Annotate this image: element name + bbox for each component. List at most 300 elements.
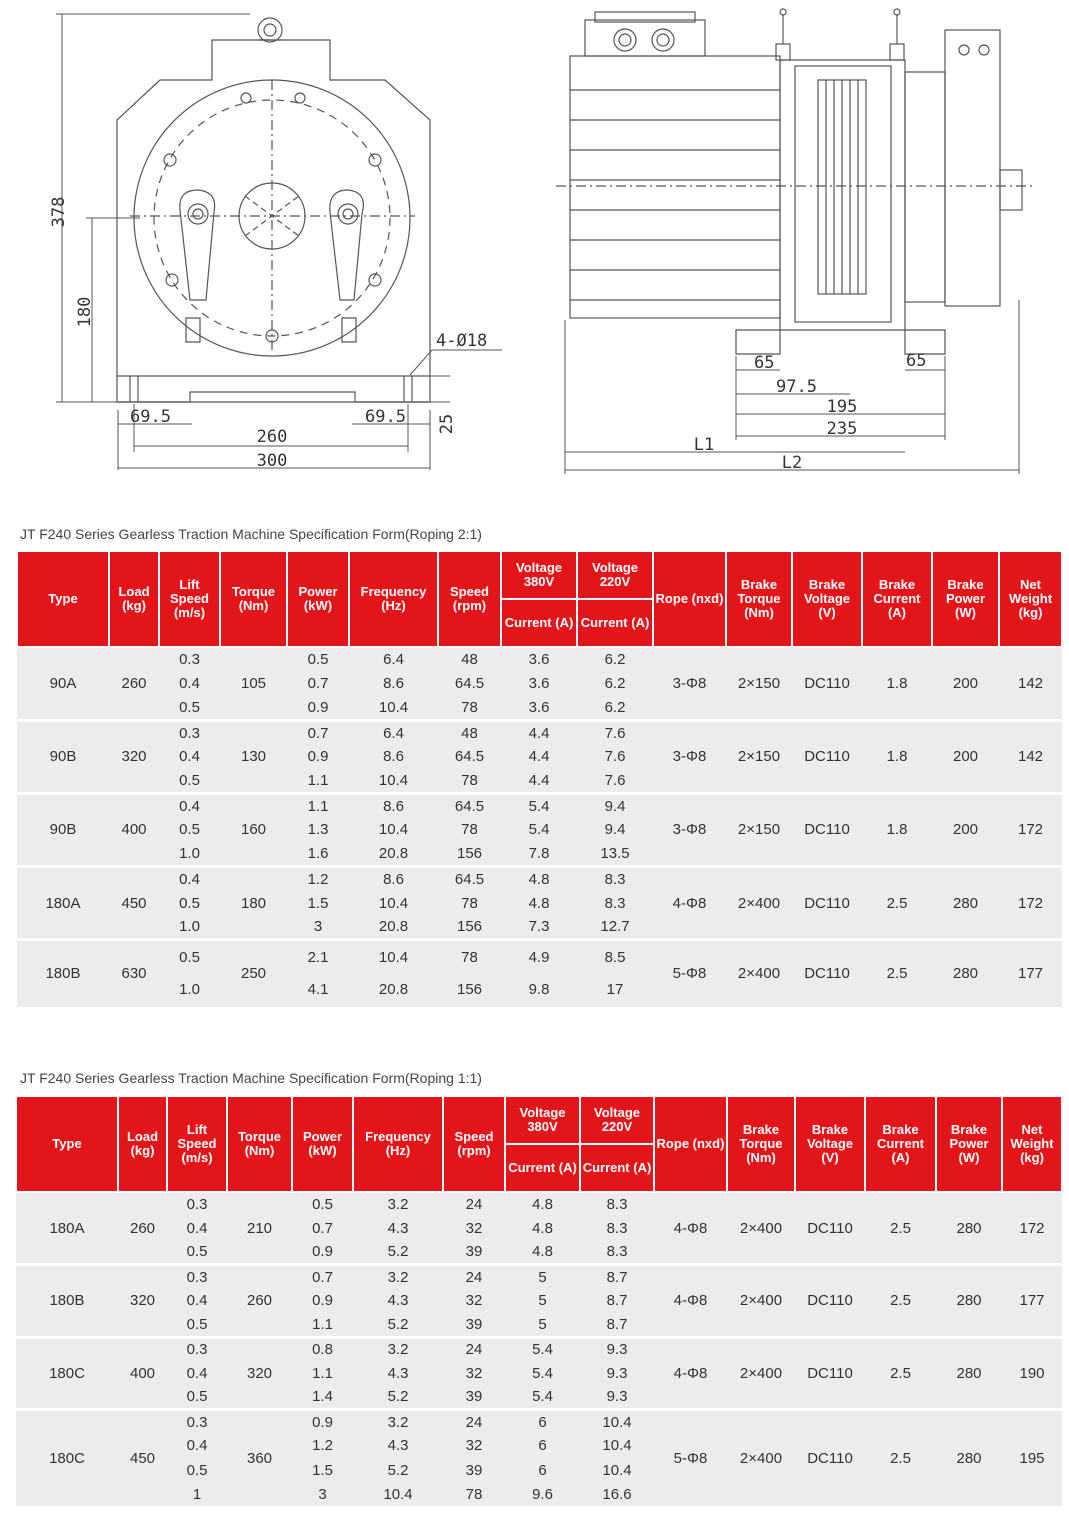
cell-brake-torque: 2×400: [727, 1410, 795, 1507]
cell-power: 0.7: [287, 720, 349, 744]
cell-current-380: 5: [505, 1289, 580, 1313]
header-speed: Speed (rpm): [438, 551, 501, 647]
cell-brake-current: 1.8: [862, 793, 932, 866]
header-load: Load (kg): [109, 551, 159, 647]
cell-torque: 210: [227, 1192, 292, 1265]
cell-speed: 78: [443, 1482, 505, 1506]
cell-current-380: 4.8: [505, 1216, 580, 1240]
cell-current-380: 9.6: [505, 1482, 580, 1506]
cell-lift-speed: 0.5: [167, 1386, 227, 1410]
cell-current-380: 5.4: [505, 1361, 580, 1385]
cell-lift-speed: 0.3: [159, 720, 220, 744]
cell-power: 1.2: [287, 867, 349, 891]
cell-speed: 78: [438, 769, 501, 793]
cell-speed: 39: [443, 1386, 505, 1410]
cell-speed: 48: [438, 647, 501, 671]
cell-type: 90A: [17, 647, 109, 720]
cell-lift-speed: 1.0: [159, 915, 220, 939]
cell-brake-current: 2.5: [865, 1192, 936, 1265]
cell-type: 180B: [16, 1265, 118, 1338]
cell-brake-voltage: DC110: [795, 1265, 865, 1338]
cell-brake-current: 2.5: [862, 940, 932, 1007]
cell-load: 630: [109, 940, 159, 1007]
cell-speed: 64.5: [438, 671, 501, 695]
cell-brake-voltage: DC110: [792, 647, 862, 720]
cell-power: 0.5: [287, 647, 349, 671]
cell-current-220: 8.3: [577, 891, 653, 915]
cell-power: 0.7: [292, 1216, 353, 1240]
cell-current-380: 4.8: [505, 1240, 580, 1264]
cell-brake-current: 1.8: [862, 720, 932, 793]
header-current-220: Current (A): [577, 599, 653, 647]
header-voltage-220: Voltage 220V: [580, 1096, 654, 1144]
cell-current-220: 8.3: [580, 1216, 654, 1240]
table2-caption: JT F240 Series Gearless Traction Machine Specification Form(Roping 1:1): [20, 1070, 482, 1086]
header-net-weight: Net Weight (kg): [1002, 1096, 1062, 1192]
cell-lift-speed: 0.4: [159, 745, 220, 769]
dim-hole-span: 260: [256, 427, 288, 447]
cell-frequency: 8.6: [349, 867, 438, 891]
cell-frequency: 6.4: [349, 720, 438, 744]
cell-rope: 3-Φ8: [653, 793, 726, 866]
cell-load: 260: [118, 1192, 167, 1265]
cell-current-380: 4.9: [501, 940, 577, 974]
cell-lift-speed: 1.0: [159, 973, 220, 1007]
cell-frequency: 4.3: [353, 1361, 443, 1385]
header-power: Power (kW): [292, 1096, 353, 1192]
cell-speed: 64.5: [438, 745, 501, 769]
cell-power: 3: [287, 915, 349, 939]
cell-current-220: 10.4: [580, 1458, 654, 1482]
cell-speed: 78: [438, 940, 501, 974]
cell-brake-torque: 2×400: [726, 940, 792, 1007]
cell-rope: 5-Φ8: [654, 1410, 727, 1507]
cell-torque: 250: [220, 940, 287, 1007]
cell-current-220: 8.3: [577, 867, 653, 891]
cell-current-220: 7.6: [577, 769, 653, 793]
cell-brake-power: 200: [932, 720, 999, 793]
header-current-220: Current (A): [580, 1144, 654, 1192]
table-row: [17, 867, 1062, 891]
cell-frequency: 4.3: [353, 1216, 443, 1240]
table-row: [16, 1337, 1062, 1361]
cell-rope: 5-Φ8: [653, 940, 726, 1007]
dim-L2: L2: [781, 453, 803, 473]
cell-frequency: 20.8: [349, 842, 438, 866]
cell-frequency: 20.8: [349, 973, 438, 1007]
dim-97: 97.5: [776, 377, 817, 397]
cell-lift-speed: 0.3: [167, 1265, 227, 1289]
dim-right-offset: 69.5: [365, 407, 406, 427]
cell-current-220: 10.4: [580, 1434, 654, 1458]
cell-power: 1.4: [292, 1386, 353, 1410]
cell-current-220: 6.2: [577, 647, 653, 671]
cell-current-380: 4.8: [501, 867, 577, 891]
cell-frequency: 5.2: [353, 1240, 443, 1264]
cell-frequency: 10.4: [353, 1482, 443, 1506]
dim-foot-right: 65: [906, 351, 927, 371]
header-brake-power: Brake Power (W): [932, 551, 999, 647]
cell-current-220: 9.4: [577, 793, 653, 817]
cell-current-380: 5: [505, 1313, 580, 1337]
cell-frequency: 8.6: [349, 671, 438, 695]
cell-current-380: 5.4: [505, 1386, 580, 1410]
cell-brake-power: 200: [932, 793, 999, 866]
technical-drawing: [0, 0, 1069, 490]
cell-speed: 24: [443, 1192, 505, 1216]
cell-current-220: 7.6: [577, 720, 653, 744]
cell-frequency: 8.6: [349, 793, 438, 817]
cell-lift-speed: 0.5: [159, 891, 220, 915]
header-lift-speed: Lift Speed (m/s): [167, 1096, 227, 1192]
cell-lift-speed: 0.3: [167, 1410, 227, 1434]
cell-load: 450: [109, 867, 159, 940]
cell-rope: 3-Φ8: [653, 720, 726, 793]
cell-type: 180A: [16, 1192, 118, 1265]
dim-left-offset: 69.5: [130, 407, 171, 427]
header-current-380: Current (A): [505, 1144, 580, 1192]
cell-brake-voltage: DC110: [795, 1410, 865, 1507]
cell-torque: 180: [220, 867, 287, 940]
cell-torque: 160: [220, 793, 287, 866]
cell-frequency: 5.2: [353, 1313, 443, 1337]
cell-lift-speed: 0.5: [159, 940, 220, 974]
cell-torque: 260: [227, 1265, 292, 1338]
cell-current-220: 8.5: [577, 940, 653, 974]
cell-current-220: 8.3: [580, 1192, 654, 1216]
header-brake-power: Brake Power (W): [936, 1096, 1002, 1192]
cell-power: 1.1: [287, 769, 349, 793]
header-brake-torque: Brake Torque (Nm): [727, 1096, 795, 1192]
cell-frequency: 10.4: [349, 696, 438, 720]
cell-current-220: 17: [577, 973, 653, 1007]
cell-current-380: 5.4: [505, 1337, 580, 1361]
cell-frequency: 10.4: [349, 818, 438, 842]
cell-speed: 39: [443, 1313, 505, 1337]
cell-type: 180C: [16, 1337, 118, 1410]
cell-current-220: 9.3: [580, 1386, 654, 1410]
cell-current-380: 5.4: [501, 818, 577, 842]
cell-brake-current: 2.5: [862, 867, 932, 940]
cell-power: 1.5: [287, 891, 349, 915]
cell-net-weight: 177: [1002, 1265, 1062, 1338]
cell-frequency: 5.2: [353, 1458, 443, 1482]
drawing-svg: [0, 0, 1069, 490]
cell-current-380: 6: [505, 1458, 580, 1482]
cell-lift-speed: 0.3: [159, 647, 220, 671]
cell-current-380: 5: [505, 1265, 580, 1289]
cell-speed: 64.5: [438, 793, 501, 817]
table-row: [17, 647, 1062, 671]
cell-frequency: 5.2: [353, 1386, 443, 1410]
cell-current-220: 9.4: [577, 818, 653, 842]
cell-net-weight: 172: [999, 867, 1062, 940]
header-current-380: Current (A): [501, 599, 577, 647]
cell-lift-speed: 0.4: [167, 1216, 227, 1240]
table-row: [17, 793, 1062, 817]
dim-base-height: 25: [437, 413, 457, 435]
cell-brake-power: 280: [936, 1337, 1002, 1410]
cell-brake-torque: 2×150: [726, 647, 792, 720]
cell-current-380: 4.4: [501, 745, 577, 769]
table1-body: [17, 647, 1062, 1007]
cell-lift-speed: 0.5: [167, 1240, 227, 1264]
cell-brake-power: 280: [936, 1192, 1002, 1265]
cell-brake-torque: 2×400: [727, 1265, 795, 1338]
cell-lift-speed: 0.3: [167, 1337, 227, 1361]
dim-width: 300: [256, 451, 288, 471]
cell-current-220: 8.7: [580, 1265, 654, 1289]
cell-lift-speed: 0.4: [167, 1289, 227, 1313]
cell-speed: 78: [438, 818, 501, 842]
cell-speed: 64.5: [438, 867, 501, 891]
cell-power: 1.5: [292, 1458, 353, 1482]
cell-brake-current: 2.5: [865, 1410, 936, 1507]
cell-brake-torque: 2×400: [726, 867, 792, 940]
cell-torque: 360: [227, 1410, 292, 1507]
header-lift-speed: Lift Speed (m/s): [159, 551, 220, 647]
cell-type: 90B: [17, 793, 109, 866]
cell-brake-power: 280: [936, 1410, 1002, 1507]
cell-net-weight: 172: [1002, 1192, 1062, 1265]
cell-lift-speed: 0.4: [167, 1434, 227, 1458]
cell-type: 180B: [17, 940, 109, 1007]
cell-power: 0.7: [287, 671, 349, 695]
cell-current-380: 6: [505, 1410, 580, 1434]
cell-brake-voltage: DC110: [792, 720, 862, 793]
cell-lift-speed: 0.3: [167, 1192, 227, 1216]
cell-power: 2.1: [287, 940, 349, 974]
dim-L1: L1: [693, 435, 715, 455]
cell-speed: 156: [438, 915, 501, 939]
header-frequency: Frequency (Hz): [353, 1096, 443, 1192]
header-voltage-380: Voltage 380V: [501, 551, 577, 599]
cell-speed: 156: [438, 973, 501, 1007]
header-net-weight: Net Weight (kg): [999, 551, 1062, 647]
cell-speed: 156: [438, 842, 501, 866]
cell-frequency: 3.2: [353, 1265, 443, 1289]
cell-current-380: 3.6: [501, 671, 577, 695]
cell-power: 0.9: [292, 1410, 353, 1434]
cell-load: 400: [118, 1337, 167, 1410]
cell-speed: 24: [443, 1337, 505, 1361]
cell-frequency: 4.3: [353, 1289, 443, 1313]
header-rope: Rope (nxd): [654, 1096, 727, 1192]
cell-current-220: 13.5: [577, 842, 653, 866]
cell-current-380: 4.8: [505, 1192, 580, 1216]
cell-torque: 320: [227, 1337, 292, 1410]
cell-brake-power: 200: [932, 647, 999, 720]
cell-current-380: 7.3: [501, 915, 577, 939]
cell-speed: 78: [438, 891, 501, 915]
cell-current-220: 10.4: [580, 1410, 654, 1434]
header-voltage-380: Voltage 380V: [505, 1096, 580, 1144]
spec-table-roping-2-1: [16, 550, 1063, 1007]
cell-torque: 130: [220, 720, 287, 793]
cell-rope: 3-Φ8: [653, 647, 726, 720]
cell-lift-speed: 0.5: [159, 696, 220, 720]
cell-speed: 78: [438, 696, 501, 720]
dim-195: 195: [826, 397, 858, 417]
cell-frequency: 3.2: [353, 1192, 443, 1216]
header-load: Load (kg): [118, 1096, 167, 1192]
header-rope: Rope (nxd): [653, 551, 726, 647]
cell-brake-current: 1.8: [862, 647, 932, 720]
header-torque: Torque (Nm): [220, 551, 287, 647]
cell-current-220: 9.3: [580, 1337, 654, 1361]
cell-power: 1.1: [292, 1361, 353, 1385]
cell-lift-speed: 0.5: [167, 1458, 227, 1482]
cell-lift-speed: 0.4: [159, 867, 220, 891]
side-view: [556, 9, 1036, 474]
cell-current-380: 3.6: [501, 647, 577, 671]
cell-current-380: 4.4: [501, 720, 577, 744]
cell-lift-speed: 1.0: [159, 842, 220, 866]
cell-speed: 24: [443, 1265, 505, 1289]
cell-power: 0.9: [292, 1240, 353, 1264]
cell-power: 0.8: [292, 1337, 353, 1361]
header-frequency: Frequency (Hz): [349, 551, 438, 647]
cell-speed: 24: [443, 1410, 505, 1434]
cell-brake-voltage: DC110: [792, 867, 862, 940]
cell-lift-speed: 0.5: [167, 1313, 227, 1337]
cell-current-380: 7.8: [501, 842, 577, 866]
cell-type: 180C: [16, 1410, 118, 1507]
cell-lift-speed: 1: [167, 1482, 227, 1506]
header-voltage-220: Voltage 220V: [577, 551, 653, 599]
cell-power: 1.2: [292, 1434, 353, 1458]
cell-brake-torque: 2×400: [727, 1192, 795, 1265]
cell-brake-voltage: DC110: [795, 1192, 865, 1265]
table-row: [16, 1410, 1062, 1434]
cell-current-380: 3.6: [501, 696, 577, 720]
header-speed: Speed (rpm): [443, 1096, 505, 1192]
cell-current-220: 9.3: [580, 1361, 654, 1385]
cell-load: 400: [109, 793, 159, 866]
cell-power: 0.9: [287, 745, 349, 769]
cell-current-220: 16.6: [580, 1482, 654, 1506]
cell-brake-power: 280: [936, 1265, 1002, 1338]
cell-load: 320: [118, 1265, 167, 1338]
front-view: [56, 14, 502, 470]
cell-speed: 32: [443, 1289, 505, 1313]
header-type: Type: [17, 551, 109, 647]
cell-rope: 4-Φ8: [654, 1337, 727, 1410]
cell-type: 90B: [17, 720, 109, 793]
cell-power: 3: [292, 1482, 353, 1506]
cell-torque: 105: [220, 647, 287, 720]
cell-net-weight: 142: [999, 720, 1062, 793]
cell-net-weight: 190: [1002, 1337, 1062, 1410]
cell-net-weight: 142: [999, 647, 1062, 720]
header-type: Type: [16, 1096, 118, 1192]
cell-current-380: 5.4: [501, 793, 577, 817]
cell-power: 4.1: [287, 973, 349, 1007]
cell-current-220: 12.7: [577, 915, 653, 939]
cell-current-380: 9.8: [501, 973, 577, 1007]
header-brake-current: Brake Current (A): [862, 551, 932, 647]
cell-brake-voltage: DC110: [795, 1337, 865, 1410]
cell-current-220: 8.7: [580, 1313, 654, 1337]
header-brake-voltage: Brake Voltage (V): [795, 1096, 865, 1192]
cell-power: 0.5: [292, 1192, 353, 1216]
cell-current-220: 6.2: [577, 671, 653, 695]
header-brake-current: Brake Current (A): [865, 1096, 936, 1192]
cell-power: 1.1: [287, 793, 349, 817]
cell-load: 320: [109, 720, 159, 793]
cell-lift-speed: 0.4: [167, 1361, 227, 1385]
cell-frequency: 10.4: [349, 940, 438, 974]
cell-brake-voltage: DC110: [792, 940, 862, 1007]
cell-lift-speed: 0.4: [159, 793, 220, 817]
cell-frequency: 10.4: [349, 891, 438, 915]
header-brake-voltage: Brake Voltage (V): [792, 551, 862, 647]
cell-brake-power: 280: [932, 867, 999, 940]
cell-type: 180A: [17, 867, 109, 940]
cell-load: 450: [118, 1410, 167, 1507]
cell-speed: 32: [443, 1361, 505, 1385]
cell-net-weight: 195: [1002, 1410, 1062, 1507]
cell-net-weight: 177: [999, 940, 1062, 1007]
cell-rope: 4-Φ8: [654, 1265, 727, 1338]
dim-235: 235: [826, 419, 858, 439]
dim-holes: 4-Ø18: [436, 331, 488, 351]
cell-brake-current: 2.5: [865, 1265, 936, 1338]
cell-brake-power: 280: [932, 940, 999, 1007]
cell-power: 0.7: [292, 1265, 353, 1289]
cell-current-380: 6: [505, 1434, 580, 1458]
cell-frequency: 20.8: [349, 915, 438, 939]
cell-frequency: 10.4: [349, 769, 438, 793]
cell-brake-current: 2.5: [865, 1337, 936, 1410]
cell-brake-torque: 2×150: [726, 720, 792, 793]
cell-power: 0.9: [287, 696, 349, 720]
cell-lift-speed: 0.5: [159, 769, 220, 793]
cell-current-220: 8.3: [580, 1240, 654, 1264]
table2-body: [16, 1192, 1062, 1506]
cell-brake-voltage: DC110: [792, 793, 862, 866]
table-row: [17, 720, 1062, 744]
cell-current-220: 7.6: [577, 745, 653, 769]
cell-current-220: 8.7: [580, 1289, 654, 1313]
cell-speed: 39: [443, 1240, 505, 1264]
cell-load: 260: [109, 647, 159, 720]
header-brake-torque: Brake Torque (Nm): [726, 551, 792, 647]
table-row: [16, 1192, 1062, 1216]
cell-frequency: 3.2: [353, 1337, 443, 1361]
cell-current-380: 4.8: [501, 891, 577, 915]
cell-speed: 48: [438, 720, 501, 744]
table-row: [16, 1265, 1062, 1289]
cell-net-weight: 172: [999, 793, 1062, 866]
dim-height-shaft: 180: [75, 296, 95, 328]
dim-height-total: 378: [49, 196, 69, 228]
dim-foot-left: 65: [754, 353, 775, 373]
table1-caption: JT F240 Series Gearless Traction Machine Specification Form(Roping 2:1): [20, 526, 482, 542]
cell-rope: 4-Φ8: [654, 1192, 727, 1265]
table-row: [17, 940, 1062, 974]
cell-frequency: 4.3: [353, 1434, 443, 1458]
cell-speed: 39: [443, 1458, 505, 1482]
cell-speed: 32: [443, 1216, 505, 1240]
cell-power: 1.1: [292, 1313, 353, 1337]
cell-current-220: 6.2: [577, 696, 653, 720]
header-power: Power (kW): [287, 551, 349, 647]
cell-speed: 32: [443, 1434, 505, 1458]
cell-lift-speed: 0.5: [159, 818, 220, 842]
cell-current-380: 4.4: [501, 769, 577, 793]
cell-lift-speed: 0.4: [159, 671, 220, 695]
